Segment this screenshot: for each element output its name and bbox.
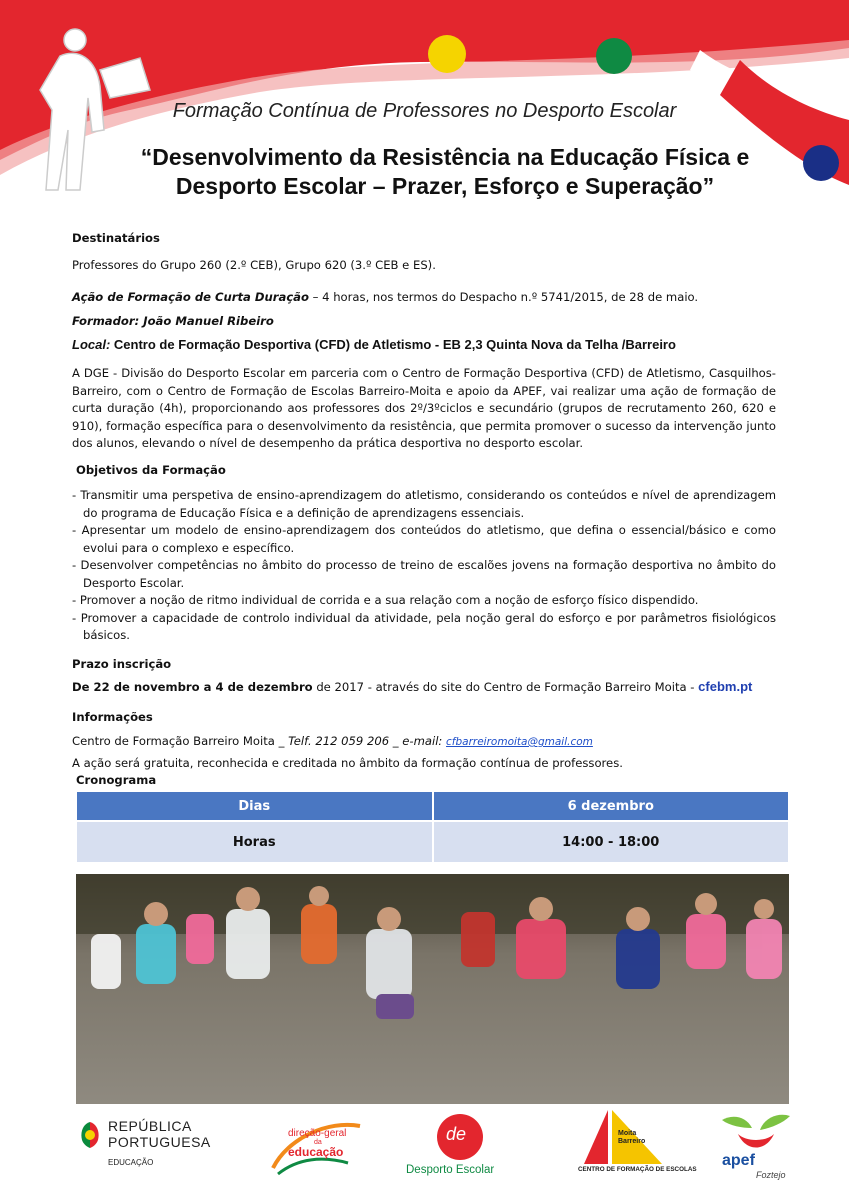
desporto-mark: de [446, 1124, 467, 1144]
republica-line1: REPÚBLICA [108, 1118, 192, 1134]
destinatarios-label: Destinatários [72, 231, 160, 245]
title-line-2: Desporto Escolar – Prazer, Esforço e Superação” [175, 173, 715, 199]
table-cell: Horas [77, 822, 432, 862]
dge-line3: educação [288, 1145, 344, 1159]
list-item: - Transmitir uma perspetiva de ensino-aprendizagem do atletismo, considerando os conteúdos e nível de aprendizagem do programa de Educação Física e a definição de aprendizagens essenciais. [72, 488, 776, 520]
email-link[interactable]: cfbarreiromoita@gmail.com [446, 736, 593, 748]
table-cell: 14:00 - 18:00 [434, 822, 789, 862]
acao-label: Ação de Formação de Curta Duração [72, 290, 309, 304]
apef-logo [716, 1112, 796, 1182]
yellow-ball-icon [428, 35, 466, 73]
page-title [60, 143, 830, 201]
prazo-text: de 2017 - através do site do Centro de Formação Barreiro Moita - [312, 680, 699, 694]
destinatarios-text: Professores do Grupo 260 (2.º CEB), Grupo 620 (3.º CEB e ES). [72, 258, 436, 272]
table-header-cell: 6 dezembro [434, 792, 789, 820]
runners-photo [76, 874, 789, 1104]
green-ball-icon [596, 38, 632, 74]
site-link[interactable]: cfebm.pt [698, 679, 753, 694]
republica-line2: PORTUGUESA [108, 1134, 211, 1150]
series-title: Formação Contínua de Professores no Desporto Escolar [172, 100, 677, 122]
list-item: - Promover a noção de ritmo individual de corrida e a sua relação com a noção de esforço físico dispendido. [72, 593, 699, 607]
dge-line2: da [314, 1139, 322, 1146]
desporto-escolar-text: Desporto Escolar [406, 1164, 495, 1176]
list-item: - Promover a capacidade de controlo individual da atividade, pela noção geral do esforço e por parâmetros fisiológicos básicos. [72, 610, 776, 642]
table-row [77, 792, 788, 820]
contacts-line [72, 733, 593, 752]
centro-text: CENTRO DE FORMAÇÃO DE ESCOLAS [578, 1166, 697, 1173]
informacoes-label: Informações [72, 710, 153, 724]
apef-text: apef [722, 1152, 755, 1169]
acao-text: – 4 horas, nos termos do Despacho n.º 5741/2015, de 28 de maio. [308, 290, 699, 304]
table-row [77, 822, 788, 862]
gratuita-text: A ação será gratuita, reconhecida e creditada no âmbito da formação contínua de professores. [72, 756, 623, 770]
list-item: - Desenvolver competências no âmbito do processo de treino de escalões jovens na formação desportiva no âmbito do Desporto Escolar. [72, 558, 776, 590]
republica-portuguesa-logo [78, 1118, 218, 1178]
formador-label: Formador: [72, 314, 140, 328]
republica-sub: EDUCAÇÃO [108, 1158, 154, 1167]
prazo-dates: De 22 de novembro a 4 de dezembro [72, 680, 313, 694]
centro-name: Centro de Formação Barreiro Moita _ [72, 734, 289, 748]
barreiro-text: Barreiro [618, 1138, 646, 1145]
cronograma-label: Cronograma [76, 773, 157, 787]
prazo-line [72, 678, 752, 697]
acao-line [72, 289, 698, 307]
desporto-escolar-logo [404, 1112, 516, 1178]
apef-mark-icon [720, 1112, 792, 1156]
phone-text: Telf. 212 059 206 _ e-mail: [288, 734, 447, 748]
objetivos-label: Objetivos da Formação [76, 463, 226, 477]
moita-text: Moita [618, 1130, 637, 1137]
formador-line [72, 313, 274, 331]
portugal-flag-icon [78, 1120, 102, 1150]
prazo-label: Prazo inscrição [72, 657, 172, 671]
local-line [72, 337, 676, 352]
table-header-cell: Dias [77, 792, 432, 820]
formador-name: João Manuel Ribeiro [143, 314, 274, 328]
list-item: - Apresentar um modelo de ensino-aprendizagem dos conteúdos do atletismo, que defina o essencial/básico e como evolui para o complexo e específico. [72, 523, 776, 555]
local-text: Centro de Formação Desportiva (CFD) de Atletismo - EB 2,3 Quinta Nova da Telha /Barreiro [113, 337, 676, 352]
intro-paragraph: A DGE - Divisão do Desporto Escolar em parceria com o Centro de Formação Desportiva (CFD) de Atletismo, Casquilhos-Barreiro, com o Centro de Formação de Escolas Barreiro-Moita e apoio da APEF, vai realizar uma ação de formação de curta duração (4h), proporcionando aos professores dos 2º/3ºciclos e secundário (grupos de recrutamento 260, 620 e 910), formação específica para o desenvolvimento da resistência, que permita promover o sucesso da intervenção junto dos alunos, elevando o nível de desempenho da prática desportiva no desporto escolar. [72, 366, 776, 450]
fozte-text: Foztejo [756, 1170, 786, 1180]
cronograma-table [75, 790, 790, 864]
local-label: Local: [72, 337, 111, 352]
centro-formacao-logo [578, 1106, 697, 1178]
title-line-1: “Desenvolvimento da Resistência na Educação Física e [140, 144, 750, 170]
objetivos-list [72, 487, 776, 645]
dge-logo [268, 1118, 368, 1178]
dge-line1: direção-geral [288, 1128, 347, 1139]
